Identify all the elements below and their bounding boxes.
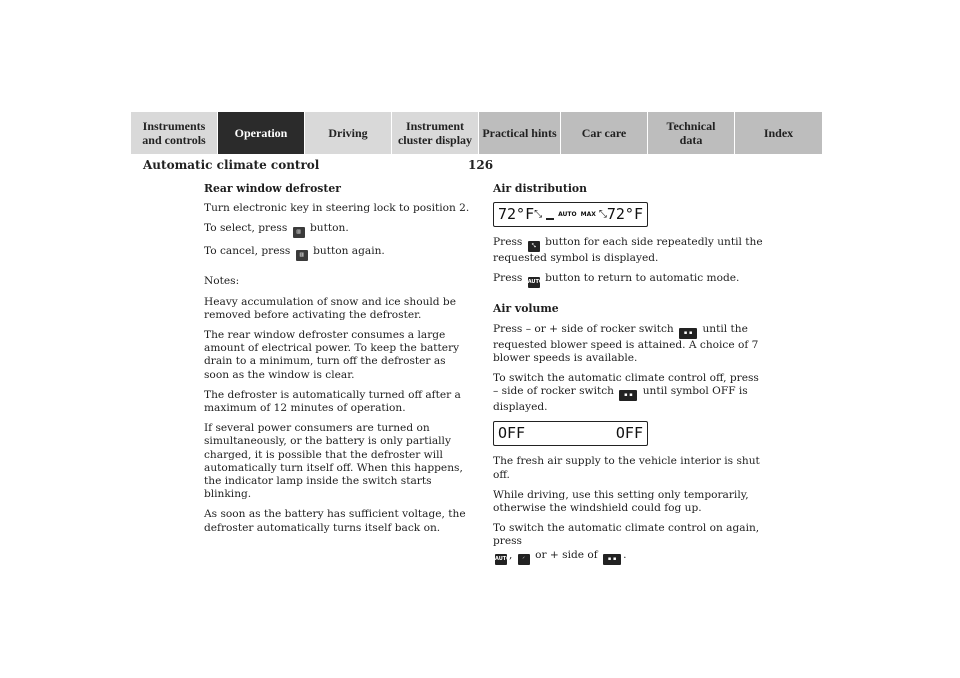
page-number: 126 [468,158,494,172]
auto-button-icon: AUTO [495,554,507,565]
blower-rocker-switch-icon: ▪ ▪ [619,390,637,401]
text: or + side of [535,548,598,561]
text: button again. [313,245,385,258]
text: until symbol OFF is displayed. [493,385,748,414]
max-indicator: MAX [580,211,596,219]
blower-rocker-switch-icon: ▪ ▪ [679,328,697,339]
tab-car-care[interactable]: Car care [561,112,648,154]
text: Press – or + side of rocker switch [493,322,674,335]
note: If several power consumers are turned on simultaneously, or the battery is only partially charged, it is possible that the defroster will automatically turn itself off. When this happens, the indicator lamp inside the switch starts blinking. [204,422,463,501]
heading-air-distribution: Air distribution [493,182,587,195]
text: button for each side repeatedly until the requested symbol is displayed. [493,236,763,265]
note: The rear window defroster consumes a large amount of electrical power. To keep the battery drain to a minimum, turn off the defroster as soon as the window is clear. [204,329,460,381]
air-distribution-icon: ⤡ [534,209,543,221]
paragraph [493,236,765,265]
tab-instruments[interactable]: Instruments and controls [131,112,218,154]
paragraph [493,323,765,365]
windshield-defrost-button-icon: ◜ [518,554,530,565]
paragraph [493,522,765,564]
text: button to return to automatic mode. [545,272,740,285]
paragraph [204,245,472,261]
text: . [623,548,627,561]
text: Press [493,272,523,285]
air-distribution-button-icon: ⤡ [528,241,540,252]
auto-button-icon: AUTO [528,277,540,288]
note: The defroster is automatically turned off after a maximum of 12 minutes of operation. [204,388,461,415]
tab-operation[interactable]: Operation [218,112,305,154]
left-off: OFF [498,424,526,443]
air-distribution-icon: ⤡ [598,209,607,221]
text: To cancel, press [204,245,291,258]
paragraph: Turn electronic key in steering lock to position 2. [204,202,470,215]
text: To select, press [204,222,288,235]
tab-index[interactable]: Index [735,112,823,154]
heading-air-volume: Air volume [493,302,559,316]
paragraph: While driving, use this setting only temporarily, otherwise the windshield could fog up. [493,488,749,515]
rear-defrost-button-icon: ▥ [296,250,308,261]
tab-practical-hints[interactable]: Practical hints [479,112,561,154]
note: Heavy accumulation of snow and ice should be removed before activating the defroster. [204,295,456,321]
paragraph [493,272,765,288]
climate-display-off [493,421,648,446]
auto-indicator: AUTO [558,211,577,219]
blower-rocker-switch-icon: ▪ ▪ [603,554,621,565]
text: To switch the automatic climate control on again, press [493,522,760,548]
right-off: OFF [615,424,643,443]
left-temperature: 72°F [498,205,535,224]
section-title: Automatic climate control [143,158,320,172]
tab-technical-data[interactable]: Technical data [648,112,735,154]
text: Press [493,236,523,249]
tab-instrument-cluster[interactable]: Instrument cluster display [392,112,479,154]
note: As soon as the battery has sufficient voltage, the defroster automatically turns itself back on. [204,508,466,534]
left-column [204,182,472,542]
text: button. [310,222,349,235]
paragraph [493,372,765,414]
right-temperature: 72°F [606,205,643,224]
paragraph [204,222,472,238]
climate-display-auto [493,202,648,227]
text: To switch the automatic climate control off, press – side of rocker switch [493,372,759,398]
heading-rear-window-defroster: Rear window defroster [204,182,341,195]
text: until the requested blower speed is attained. A choice of 7 blower speeds is available. [493,322,759,364]
paragraph: The fresh air supply to the vehicle interior is shut off. [493,455,760,481]
tab-driving[interactable]: Driving [305,112,392,154]
rear-defrost-button-icon: ▥ [293,227,305,238]
chapter-tabs [131,112,823,154]
blower-bar [546,218,554,220]
notes-label: Notes: [204,275,240,288]
right-column [493,182,765,572]
text: , [509,548,513,561]
